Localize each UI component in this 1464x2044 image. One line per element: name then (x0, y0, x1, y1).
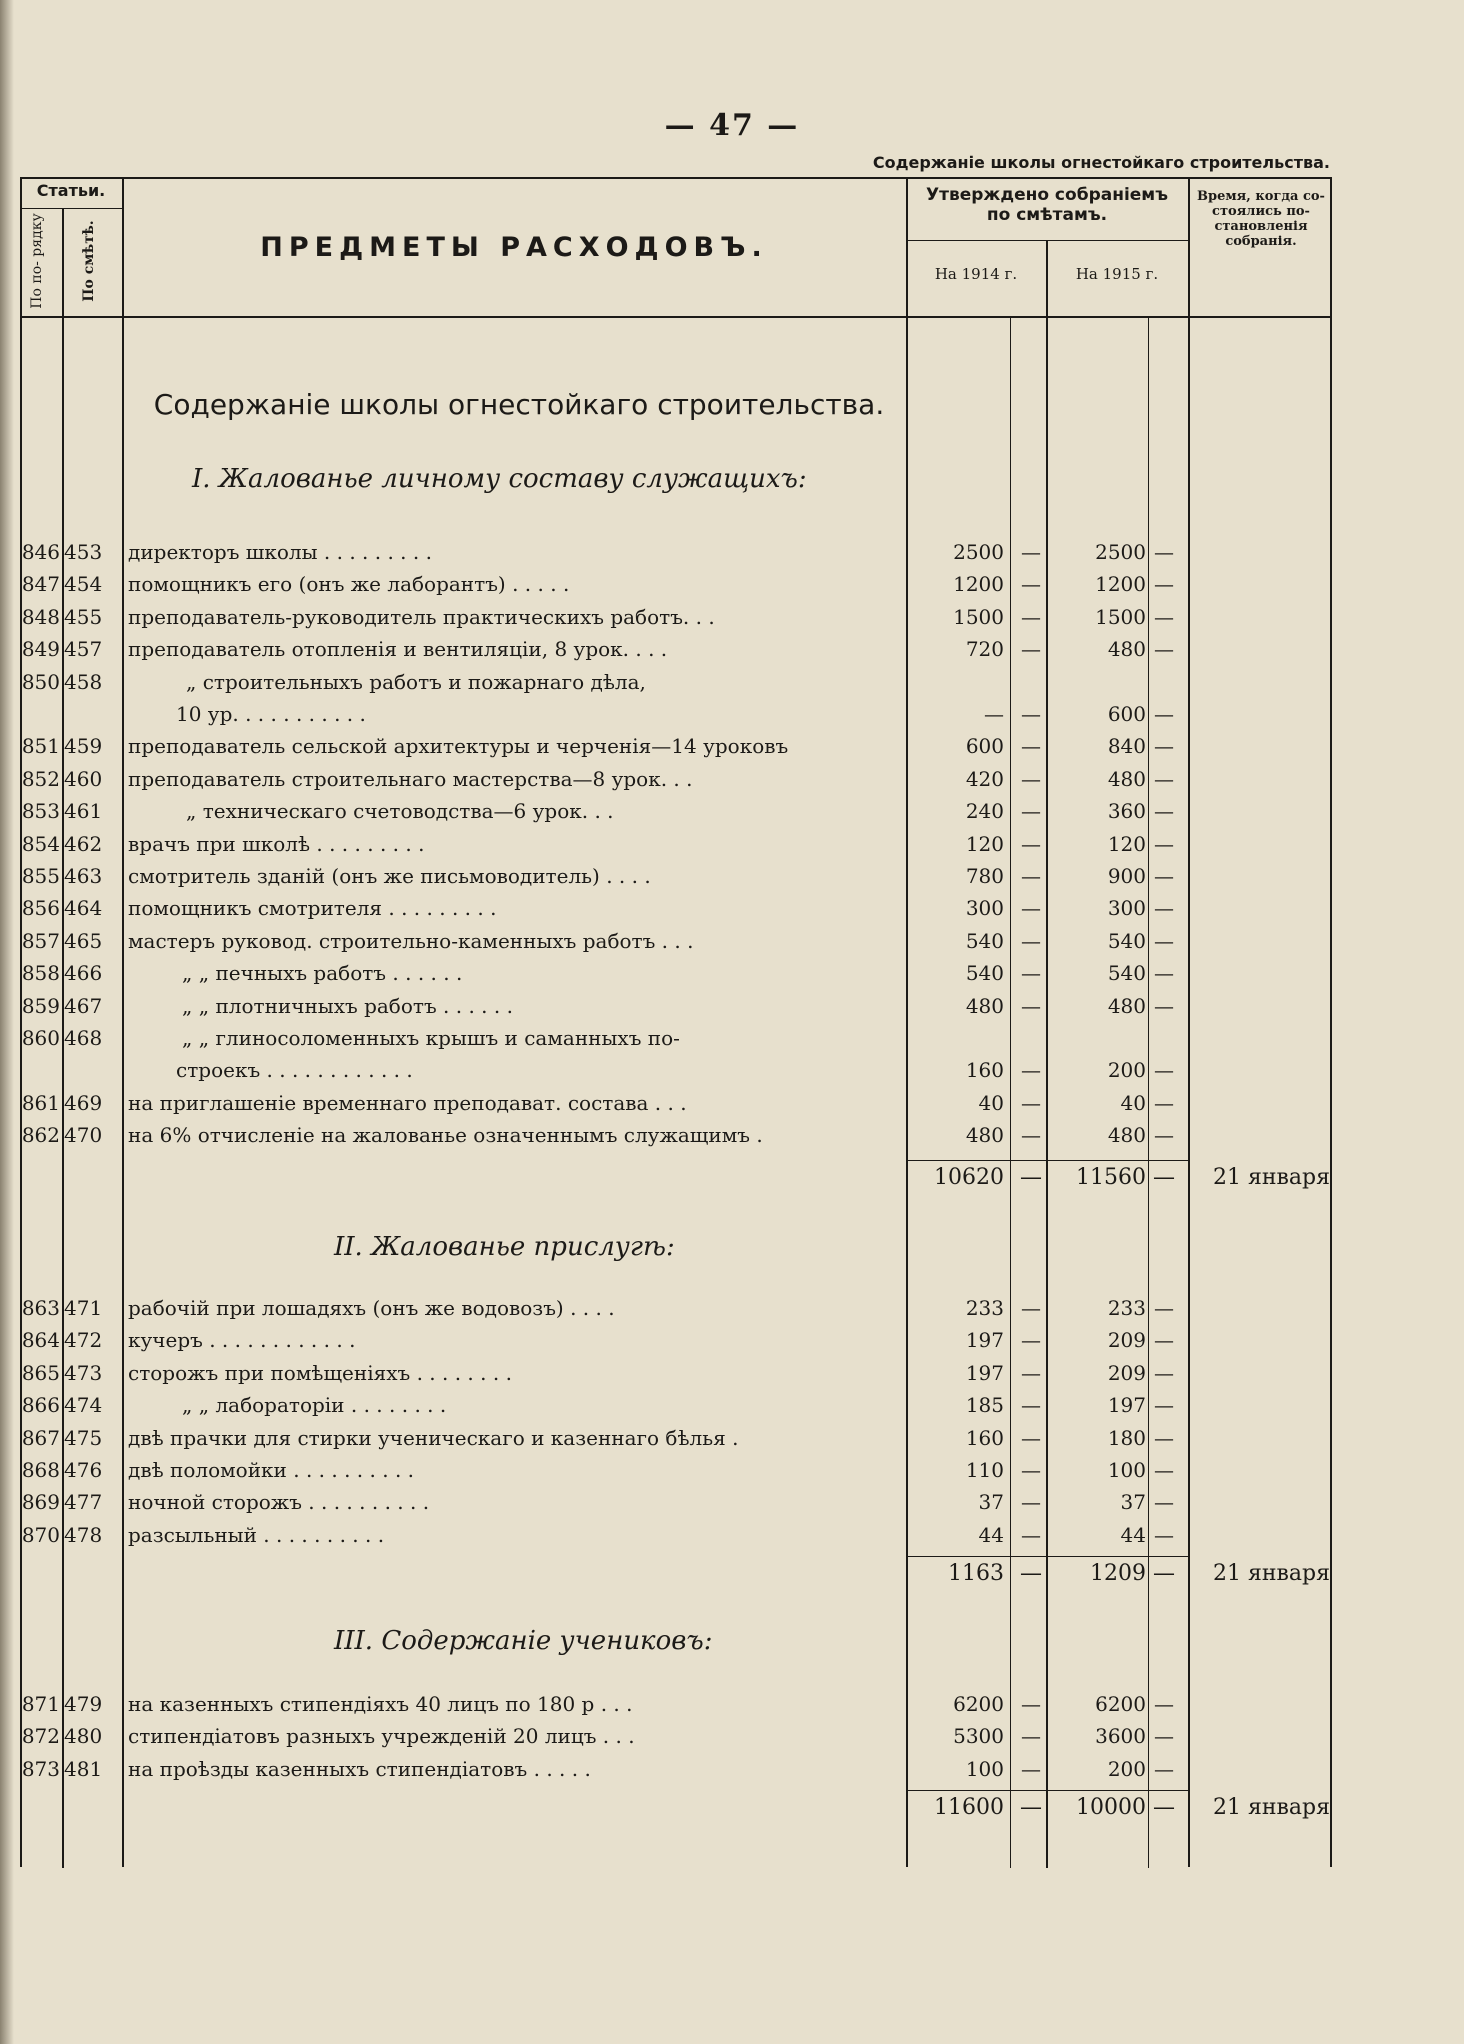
amount-1915: 6200 (1095, 1692, 1146, 1716)
kopecks-1914: — (1021, 604, 1041, 629)
article-number: 454 (64, 572, 103, 597)
expense-item: двѣ прачки для стирки ученическаго и казеннаго бѣлья . (128, 1425, 739, 1450)
amount-1914: 480 (965, 993, 1004, 1018)
expense-item: врачъ при школѣ . . . . . . . . . (128, 831, 425, 856)
kopecks-1915: — (1154, 993, 1174, 1018)
kopecks-1914: — (1021, 1756, 1041, 1781)
kopecks-1914: — (1021, 1296, 1041, 1320)
table-row (0, 1688, 1464, 1720)
table-row (0, 828, 1464, 860)
amount-1915: 2500 (1095, 540, 1146, 564)
expense-item: мастеръ руковод. строительно-каменныхъ работъ . . . (128, 928, 694, 953)
amount-1915: 600 (1107, 702, 1146, 726)
article-number: 460 (64, 766, 103, 791)
amount-1914: 120 (965, 831, 1004, 856)
total-1915: 10000 (1076, 1795, 1146, 1820)
rule-header-bottom (20, 316, 1332, 318)
amount-1915: 1500 (1095, 604, 1146, 629)
article-number: 464 (64, 896, 103, 921)
row-number: 870 (21, 1522, 60, 1547)
amount-1915: 540 (1107, 928, 1146, 953)
table-row (0, 892, 1464, 924)
table-row (0, 860, 1464, 892)
kopecks-1915: — (1154, 766, 1174, 791)
rule-total-1 (906, 1160, 1188, 1161)
page-number: — 47 — (664, 108, 800, 143)
row-number: 869 (21, 1490, 60, 1515)
table-row (0, 1753, 1464, 1785)
expense-item: „ „ лабораторіи . . . . . . . . (182, 1393, 447, 1418)
amount-1914: 300 (965, 896, 1004, 921)
kopecks-1914: — (1021, 1425, 1041, 1450)
kopecks-1915: — (1154, 734, 1174, 759)
expense-item: „ „ плотничныхъ работъ . . . . . . (182, 993, 513, 1018)
header-predmety: ПРЕДМЕТЫ РАСХОДОВЪ. (260, 232, 768, 263)
amount-1914: 160 (965, 1425, 1004, 1450)
expense-item: директоръ школы . . . . . . . . . (128, 540, 432, 564)
article-number: 467 (64, 993, 103, 1018)
kopecks-1914: — (1021, 702, 1041, 726)
amount-1915: 480 (1107, 993, 1146, 1018)
kopecks-1914: — (1021, 928, 1041, 953)
expense-item: на проѣзды казенныхъ стипендіатовъ . . . . . (128, 1756, 591, 1781)
header-stati: Статьи. (36, 181, 106, 200)
amount-1914: 720 (965, 637, 1004, 662)
kopecks-1915: — (1154, 1490, 1174, 1515)
running-head: Содержаніе школы огнестойкаго строительства. (872, 153, 1330, 172)
amount-1915: 209 (1107, 1360, 1146, 1385)
amount-1915: 197 (1107, 1393, 1146, 1418)
row-number: 866 (21, 1393, 60, 1418)
amount-1915: 1200 (1095, 572, 1146, 597)
header-1914: На 1914 г. (934, 265, 1018, 283)
amount-1914: 240 (965, 799, 1004, 824)
table-row (0, 601, 1464, 633)
table-row (0, 795, 1464, 827)
expense-item: „ строительныхъ работъ и пожарнаго дѣла, (186, 669, 646, 694)
row-number: 865 (21, 1360, 60, 1385)
amount-1914: 780 (965, 864, 1004, 888)
table-row (0, 1454, 1464, 1486)
kopecks-1915: — (1154, 1692, 1174, 1716)
article-number: 461 (64, 799, 103, 824)
expense-item: на казенныхъ стипендіяхъ 40 лицъ по 180 р . . . (128, 1692, 633, 1716)
kopecks-1914: — (1021, 961, 1041, 986)
kopecks-1914: — (1021, 1328, 1041, 1353)
amount-1915: 360 (1107, 799, 1146, 824)
table-row (0, 990, 1464, 1022)
expense-item: разсыльный . . . . . . . . . . (128, 1522, 385, 1547)
header-po-smete: По смѣтѣ. (81, 220, 97, 302)
table-row (0, 633, 1464, 665)
total-kopecks-1915: — (1153, 1795, 1175, 1820)
kopecks-1914: — (1021, 1360, 1041, 1385)
row-number: 846 (21, 540, 60, 564)
amount-1914: 480 (965, 1123, 1004, 1148)
amount-1915: 100 (1107, 1458, 1146, 1482)
kopecks-1914: — (1021, 1692, 1041, 1716)
kopecks-1915: — (1154, 864, 1174, 888)
article-number: 455 (64, 604, 103, 629)
rule-stati (20, 208, 122, 209)
expense-item: „ техническаго счетоводства—6 урок. . . (186, 799, 614, 824)
article-number: 468 (64, 1026, 103, 1050)
table-row (0, 957, 1464, 989)
total-kopecks-1914: — (1020, 1795, 1042, 1820)
table-row (0, 925, 1464, 957)
amount-1914: 197 (965, 1328, 1004, 1353)
article-number: 466 (64, 961, 103, 986)
article-number: 476 (64, 1458, 103, 1482)
row-number: 863 (21, 1296, 60, 1320)
row-number: 856 (21, 896, 60, 921)
amount-1915: 200 (1107, 1756, 1146, 1781)
row-number: 873 (21, 1756, 60, 1781)
total-1914: 11600 (934, 1795, 1004, 1820)
amount-1914: 6200 (953, 1692, 1004, 1716)
expense-item: сторожъ при помѣщеніяхъ . . . . . . . . (128, 1360, 512, 1385)
table-row (0, 536, 1464, 568)
article-number: 471 (64, 1296, 103, 1320)
expense-item: преподаватель отопленія и вентиляціи, 8 урок. . . . (128, 637, 668, 662)
table-title: Содержаніе школы огнестойкаго строительства. (153, 388, 885, 421)
header-utverzhdeno: Утверждено собраніемъ по смѣтамъ. (926, 185, 1168, 225)
total-1914: 1163 (948, 1561, 1004, 1586)
expense-item: „ „ печныхъ работъ . . . . . . (182, 961, 463, 986)
amount-1915: 180 (1107, 1425, 1146, 1450)
table-row (0, 1087, 1464, 1119)
table-row (0, 1486, 1464, 1518)
total-kopecks-1915: — (1153, 1165, 1175, 1190)
kopecks-1915: — (1154, 896, 1174, 921)
section-title-1: I. Жалованье личному составу служащихъ: (192, 464, 807, 494)
expense-item: „ „ глиносоломенныхъ крышъ и саманныхъ по- (182, 1026, 680, 1050)
expense-item: преподаватель-руководитель практическихъ работъ. . . (128, 604, 715, 629)
kopecks-1915: — (1154, 702, 1174, 726)
kopecks-1914: — (1021, 1090, 1041, 1115)
kopecks-1914: — (1021, 572, 1041, 597)
kopecks-1914: — (1021, 799, 1041, 824)
expense-item: рабочій при лошадяхъ (онъ же водовозъ) . . . . (128, 1296, 615, 1320)
kopecks-1914: — (1021, 766, 1041, 791)
rule-total-2 (906, 1556, 1188, 1557)
article-number: 453 (64, 540, 103, 564)
rule-utverzhdeno (906, 240, 1188, 241)
kopecks-1915: — (1154, 961, 1174, 986)
amount-1914: 100 (965, 1756, 1004, 1781)
row-number: 857 (21, 928, 60, 953)
row-number: 868 (21, 1458, 60, 1482)
article-number: 463 (64, 864, 103, 888)
table-row (0, 1389, 1464, 1421)
amount-1914: — (984, 702, 1004, 726)
expense-item: на 6% отчисленіе на жалованье означеннымъ служащимъ . (128, 1123, 763, 1148)
kopecks-1915: — (1154, 1360, 1174, 1385)
table-row (0, 1022, 1464, 1054)
article-number: 478 (64, 1522, 103, 1547)
amount-1915: 900 (1107, 864, 1146, 888)
table-row (0, 1519, 1464, 1551)
kopecks-1915: — (1154, 799, 1174, 824)
expense-item: помощникъ его (онъ же лаборантъ) . . . . . (128, 572, 570, 597)
amount-1914: 44 (978, 1522, 1004, 1547)
amount-1915: 480 (1107, 637, 1146, 662)
kopecks-1915: — (1154, 1393, 1174, 1418)
amount-1914: 540 (965, 928, 1004, 953)
article-number: 469 (64, 1090, 103, 1115)
kopecks-1914: — (1021, 1458, 1041, 1482)
row-number: 852 (21, 766, 60, 791)
header-1915: На 1915 г. (1075, 265, 1159, 283)
row-number: 867 (21, 1425, 60, 1450)
kopecks-1914: — (1021, 1522, 1041, 1547)
expense-item: на приглашеніе временнаго преподават. состава . . . (128, 1090, 687, 1115)
amount-1915: 233 (1107, 1296, 1146, 1320)
rule-total-3 (906, 1790, 1188, 1791)
kopecks-1915: — (1154, 1724, 1174, 1749)
header-vremya: Время, когда со- стоялись по- становленія собранія. (1197, 189, 1325, 249)
table-row (0, 1292, 1464, 1324)
kopecks-1915: — (1154, 1058, 1174, 1083)
row-number: 860 (21, 1026, 60, 1050)
article-number: 481 (64, 1756, 103, 1781)
amount-1915: 480 (1107, 1123, 1146, 1148)
row-number: 855 (21, 864, 60, 888)
expense-item: преподаватель сельской архитектуры и черченія—14 уроковъ (128, 734, 789, 759)
amount-1914: 110 (965, 1458, 1004, 1482)
kopecks-1915: — (1154, 1090, 1174, 1115)
article-number: 479 (64, 1692, 103, 1716)
total-kopecks-1914: — (1020, 1561, 1042, 1586)
kopecks-1915: — (1154, 1296, 1174, 1320)
article-number: 474 (64, 1393, 103, 1418)
kopecks-1914: — (1021, 1058, 1041, 1083)
table-row (0, 763, 1464, 795)
row-number: 854 (21, 831, 60, 856)
amount-1915: 209 (1107, 1328, 1146, 1353)
expense-item: кучеръ . . . . . . . . . . . . (128, 1328, 356, 1353)
total-1914: 10620 (934, 1165, 1004, 1190)
amount-1914: 197 (965, 1360, 1004, 1385)
article-number: 470 (64, 1123, 103, 1148)
resolution-date: 21 января (1213, 1795, 1330, 1820)
expense-item: 10 ур. . . . . . . . . . . (176, 702, 366, 726)
kopecks-1915: — (1154, 1425, 1174, 1450)
kopecks-1915: — (1154, 831, 1174, 856)
kopecks-1915: — (1154, 604, 1174, 629)
amount-1914: 233 (965, 1296, 1004, 1320)
kopecks-1914: — (1021, 1123, 1041, 1148)
expense-item: преподаватель строительнаго мастерства—8 урок. . . (128, 766, 693, 791)
amount-1914: 160 (965, 1058, 1004, 1083)
amount-1915: 480 (1107, 766, 1146, 791)
amount-1914: 540 (965, 961, 1004, 986)
row-number: 858 (21, 961, 60, 986)
kopecks-1915: — (1154, 1328, 1174, 1353)
kopecks-1915: — (1154, 1756, 1174, 1781)
kopecks-1914: — (1021, 896, 1041, 921)
row-number: 853 (21, 799, 60, 824)
total-1915: 11560 (1076, 1165, 1146, 1190)
row-number: 847 (21, 572, 60, 597)
expense-item: стипендіатовъ разныхъ учрежденій 20 лицъ . . . (128, 1724, 635, 1749)
amount-1914: 40 (978, 1090, 1004, 1115)
article-number: 458 (64, 669, 103, 694)
amount-1914: 2500 (953, 540, 1004, 564)
amount-1915: 120 (1107, 831, 1146, 856)
article-number: 459 (64, 734, 103, 759)
amount-1915: 44 (1120, 1522, 1146, 1547)
kopecks-1914: — (1021, 1724, 1041, 1749)
article-number: 462 (64, 831, 103, 856)
total-1915: 1209 (1090, 1561, 1146, 1586)
article-number: 480 (64, 1724, 103, 1749)
amount-1914: 185 (965, 1393, 1004, 1418)
article-number: 477 (64, 1490, 103, 1515)
amount-1915: 840 (1107, 734, 1146, 759)
section-title-3: III. Содержаніе учениковъ: (334, 1626, 713, 1656)
table-row (0, 666, 1464, 698)
amount-1915: 3600 (1095, 1724, 1146, 1749)
kopecks-1915: — (1154, 1522, 1174, 1547)
amount-1915: 300 (1107, 896, 1146, 921)
amount-1915: 200 (1107, 1058, 1146, 1083)
table-row (0, 1054, 1464, 1086)
expense-item: смотритель зданій (онъ же письмоводитель) . . . . (128, 864, 651, 888)
row-number: 862 (21, 1123, 60, 1148)
row-number: 864 (21, 1328, 60, 1353)
amount-1914: 37 (978, 1490, 1004, 1515)
kopecks-1914: — (1021, 637, 1041, 662)
kopecks-1915: — (1154, 540, 1174, 564)
kopecks-1914: — (1021, 831, 1041, 856)
row-number: 849 (21, 637, 60, 662)
table-row (0, 1357, 1464, 1389)
amount-1915: 40 (1120, 1090, 1146, 1115)
kopecks-1915: — (1154, 637, 1174, 662)
kopecks-1914: — (1021, 1490, 1041, 1515)
article-number: 457 (64, 637, 103, 662)
expense-item: строекъ . . . . . . . . . . . . (176, 1058, 413, 1083)
article-number: 465 (64, 928, 103, 953)
table-row (0, 730, 1464, 762)
amount-1915: 540 (1107, 961, 1146, 986)
total-kopecks-1914: — (1020, 1165, 1042, 1190)
amount-1914: 1200 (953, 572, 1004, 597)
amount-1914: 1500 (953, 604, 1004, 629)
kopecks-1914: — (1021, 1393, 1041, 1418)
resolution-date: 21 января (1213, 1561, 1330, 1586)
kopecks-1914: — (1021, 993, 1041, 1018)
expense-item: ночной сторожъ . . . . . . . . . . (128, 1490, 430, 1515)
table-row (0, 1422, 1464, 1454)
row-number: 861 (21, 1090, 60, 1115)
row-number: 872 (21, 1724, 60, 1749)
amount-1914: 5300 (953, 1724, 1004, 1749)
table-row (0, 568, 1464, 600)
article-number: 475 (64, 1425, 103, 1450)
row-number: 851 (21, 734, 60, 759)
table-row (0, 1119, 1464, 1151)
resolution-date: 21 января (1213, 1165, 1330, 1190)
row-number: 850 (21, 669, 60, 694)
kopecks-1915: — (1154, 572, 1174, 597)
kopecks-1914: — (1021, 864, 1041, 888)
kopecks-1914: — (1021, 540, 1041, 564)
expense-item: двѣ поломойки . . . . . . . . . . (128, 1458, 415, 1482)
kopecks-1915: — (1154, 1458, 1174, 1482)
amount-1914: 420 (965, 766, 1004, 791)
header-po-poryadku: По по- рядку (29, 213, 45, 309)
kopecks-1914: — (1021, 734, 1041, 759)
section-title-2: II. Жалованье прислугѣ: (334, 1232, 675, 1262)
kopecks-1915: — (1154, 1123, 1174, 1148)
table-row (0, 1324, 1464, 1356)
row-number: 871 (21, 1692, 60, 1716)
table-row (0, 1720, 1464, 1752)
total-kopecks-1915: — (1153, 1561, 1175, 1586)
row-number: 848 (21, 604, 60, 629)
row-number: 859 (21, 993, 60, 1018)
kopecks-1915: — (1154, 928, 1174, 953)
amount-1914: 600 (965, 734, 1004, 759)
expense-item: помощникъ смотрителя . . . . . . . . . (128, 896, 497, 921)
article-number: 473 (64, 1360, 103, 1385)
amount-1915: 37 (1120, 1490, 1146, 1515)
article-number: 472 (64, 1328, 103, 1353)
table-row (0, 698, 1464, 730)
